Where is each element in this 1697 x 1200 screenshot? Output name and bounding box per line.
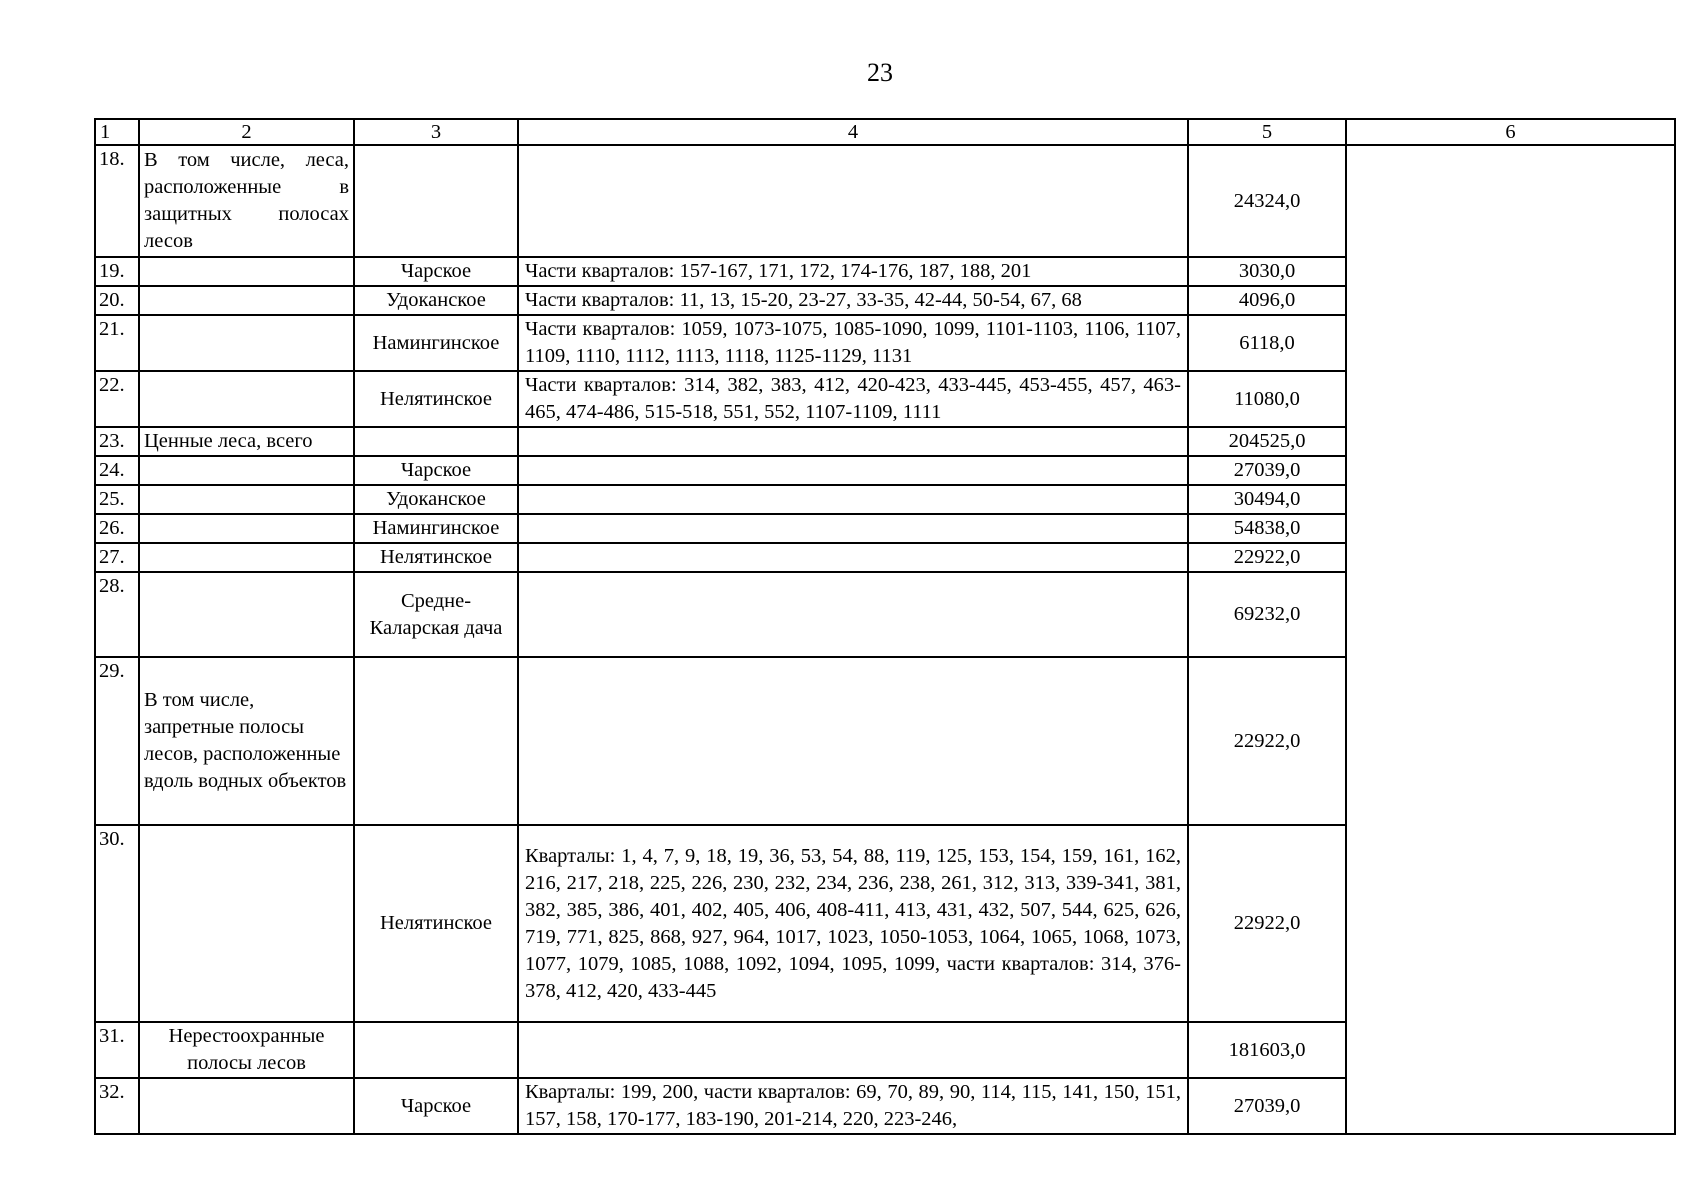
row-name <box>139 286 354 315</box>
row-description: Части кварталов: 1059, 1073-1075, 1085-1090, 1099, 1101-1103, 1106, 1107, 1109, 1110, 1112, 1113, 1118, 1125-1129, 1131 <box>518 315 1188 371</box>
row-area: 22922,0 <box>1188 825 1346 1022</box>
row-forestry <box>354 657 518 825</box>
row-name: В том числе, запретные полосы лесов, расположенные вдоль водных объектов <box>139 657 354 825</box>
row-area: 22922,0 <box>1188 657 1346 825</box>
row-forestry: Удоканское <box>354 485 518 514</box>
row-description: Части кварталов: 11, 13, 15-20, 23-27, 33-35, 42-44, 50-54, 67, 68 <box>518 286 1188 315</box>
row-area: 181603,0 <box>1188 1022 1346 1078</box>
row-description <box>518 657 1188 825</box>
row-name <box>139 825 354 1022</box>
row-forestry: Чарское <box>354 257 518 286</box>
forest-table <box>94 118 1676 1135</box>
row-forestry: Средне-Каларская дача <box>354 572 518 657</box>
table-row <box>95 145 1675 257</box>
row-number: 32. <box>95 1078 139 1134</box>
row-number: 26. <box>95 514 139 543</box>
row-name: Нерестоохранные полосы лесов <box>139 1022 354 1078</box>
row-area: 69232,0 <box>1188 572 1346 657</box>
row-name <box>139 485 354 514</box>
row-number: 23. <box>95 427 139 456</box>
row-forestry: Нелятинское <box>354 825 518 1022</box>
row-number: 20. <box>95 286 139 315</box>
row-forestry <box>354 427 518 456</box>
row-area: 11080,0 <box>1188 371 1346 427</box>
row-number: 24. <box>95 456 139 485</box>
row-name: Ценные леса, всего <box>139 427 354 456</box>
row-area: 24324,0 <box>1188 145 1346 257</box>
row-name <box>139 572 354 657</box>
row-forestry: Намингинское <box>354 514 518 543</box>
row-description: Кварталы: 1, 4, 7, 9, 18, 19, 36, 53, 54, 88, 119, 125, 153, 154, 159, 161, 162, 216, 217, 218, 225, 226, 230, 232, 234, 236, 238, 261, 312, 313, 339-341, 381, 382, 385, 386, 401, 402, 405, 406, 408-411, 413, 431, 432, 507, 544, 625, 626, 719, 771, 825, 868, 927, 964, 1017, 1023, 1050-1053, 1064, 1065, 1068, 1073, 1077, 1079, 1085, 1088, 1092, 1094, 1095, 1099, части кварталов: 314, 376-378, 412, 420, 433-445 <box>518 825 1188 1022</box>
row-forestry: Намингинское <box>354 315 518 371</box>
row-name <box>139 1078 354 1134</box>
row-area: 4096,0 <box>1188 286 1346 315</box>
row-description <box>518 485 1188 514</box>
row-description: Части кварталов: 314, 382, 383, 412, 420-423, 433-445, 453-455, 457, 463-465, 474-486, 515-518, 551, 552, 1107-1109, 1111 <box>518 371 1188 427</box>
row-forestry: Удоканское <box>354 286 518 315</box>
row-description <box>518 514 1188 543</box>
row-forestry: Нелятинское <box>354 371 518 427</box>
row-forestry <box>354 1022 518 1078</box>
row-name <box>139 371 354 427</box>
row-name: В том числе, леса, расположенные в защитных полосах лесов <box>139 145 354 257</box>
row-number: 29. <box>95 657 139 825</box>
row-number: 25. <box>95 485 139 514</box>
table-header-row <box>95 119 1675 145</box>
row-number: 27. <box>95 543 139 572</box>
row-number: 30. <box>95 825 139 1022</box>
row-name <box>139 514 354 543</box>
row-forestry <box>354 145 518 257</box>
row-number: 22. <box>95 371 139 427</box>
row-area: 27039,0 <box>1188 456 1346 485</box>
row-area: 6118,0 <box>1188 315 1346 371</box>
row-number: 21. <box>95 315 139 371</box>
row-description <box>518 427 1188 456</box>
row-name <box>139 456 354 485</box>
row-forestry: Чарское <box>354 456 518 485</box>
row-forestry: Чарское <box>354 1078 518 1134</box>
row-number: 19. <box>95 257 139 286</box>
row-description <box>518 1022 1188 1078</box>
row-description <box>518 572 1188 657</box>
row-name <box>139 257 354 286</box>
column-header: 3 <box>354 119 518 145</box>
row-description <box>518 543 1188 572</box>
row-area: 54838,0 <box>1188 514 1346 543</box>
row-area: 3030,0 <box>1188 257 1346 286</box>
column-header: 4 <box>518 119 1188 145</box>
row-description <box>518 456 1188 485</box>
row-number: 31. <box>95 1022 139 1078</box>
column-header: 6 <box>1346 119 1675 145</box>
column-header: 1 <box>95 119 139 145</box>
column-6-cell <box>1346 145 1675 1134</box>
row-number: 28. <box>95 572 139 657</box>
row-area: 30494,0 <box>1188 485 1346 514</box>
row-description: Части кварталов: 157-167, 171, 172, 174-176, 187, 188, 201 <box>518 257 1188 286</box>
page-number: 23 <box>867 58 893 87</box>
row-area: 22922,0 <box>1188 543 1346 572</box>
column-header: 2 <box>139 119 354 145</box>
row-area: 27039,0 <box>1188 1078 1346 1134</box>
row-name <box>139 543 354 572</box>
row-name <box>139 315 354 371</box>
row-description: Кварталы: 199, 200, части кварталов: 69, 70, 89, 90, 114, 115, 141, 150, 151, 157, 158, 170-177, 183-190, 201-214, 220, 223-246, <box>518 1078 1188 1134</box>
column-header: 5 <box>1188 119 1346 145</box>
row-area: 204525,0 <box>1188 427 1346 456</box>
row-number: 18. <box>95 145 139 257</box>
row-forestry: Нелятинское <box>354 543 518 572</box>
row-description <box>518 145 1188 257</box>
